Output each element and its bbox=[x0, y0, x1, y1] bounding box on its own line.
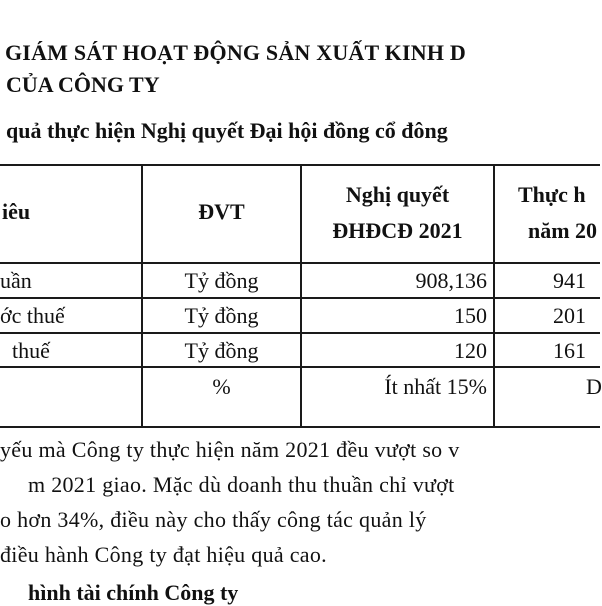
body-paragraph-line: o hơn 34%, điều này cho thấy công tác quản lý bbox=[0, 507, 427, 532]
table-row-actual: 201 bbox=[553, 303, 586, 328]
table-row-resolution: 120 bbox=[454, 338, 487, 363]
report-heading-line-1: GIÁM SÁT HOẠT ĐỘNG SẢN XUẤT KINH D bbox=[5, 40, 466, 65]
table-row-border bbox=[0, 297, 600, 299]
table-row-border bbox=[0, 366, 600, 368]
table-header-actual-line-1: Thực h bbox=[518, 182, 586, 207]
table-column-border bbox=[141, 165, 143, 427]
body-paragraph-line: điều hành Công ty đạt hiệu quả cao. bbox=[0, 542, 327, 567]
table-header-resolution-line-1: Nghị quyết bbox=[345, 182, 450, 207]
table-row-label: uần bbox=[0, 268, 32, 293]
table-top-border bbox=[0, 164, 600, 166]
table-column-border bbox=[300, 165, 302, 427]
table-row-label: thuế bbox=[12, 338, 50, 363]
table-row-unit: Tỷ đồng bbox=[184, 268, 259, 293]
table-header-resolution-line-2: ĐHĐCĐ 2021 bbox=[332, 218, 463, 243]
table-row-actual: D bbox=[586, 374, 602, 399]
report-heading-line-2: CỦA CÔNG TY bbox=[6, 72, 160, 97]
table-header-actual-line-2: năm 20 bbox=[528, 218, 598, 243]
table-header-border bbox=[0, 262, 600, 264]
next-section-heading: hình tài chính Công ty bbox=[28, 580, 239, 605]
table-row-border bbox=[0, 332, 600, 334]
section-title: quả thực hiện Nghị quyết Đại hội đồng cổ đông bbox=[6, 118, 448, 143]
table-header-unit: ĐVT bbox=[198, 199, 245, 224]
table-header-indicator: iêu bbox=[2, 199, 31, 224]
table-row-actual: 161 bbox=[553, 338, 586, 363]
table-row-resolution: Ít nhất 15% bbox=[384, 374, 487, 399]
table-bottom-border bbox=[0, 426, 600, 428]
table-row-unit: Tỷ đồng bbox=[184, 303, 259, 328]
table-row-unit: Tỷ đồng bbox=[184, 338, 259, 363]
table-row-label: ớc thuế bbox=[0, 303, 65, 328]
body-paragraph-line: m 2021 giao. Mặc dù doanh thu thuần chỉ vượt bbox=[28, 472, 455, 497]
body-paragraph-line: yếu mà Công ty thực hiện năm 2021 đều vượt so v bbox=[0, 437, 460, 462]
table-row-resolution: 908,136 bbox=[415, 268, 487, 293]
table-column-border bbox=[493, 165, 495, 427]
table-row-actual: 941 bbox=[553, 268, 586, 293]
table-row-resolution: 150 bbox=[454, 303, 487, 328]
table-row-unit: % bbox=[212, 374, 231, 399]
